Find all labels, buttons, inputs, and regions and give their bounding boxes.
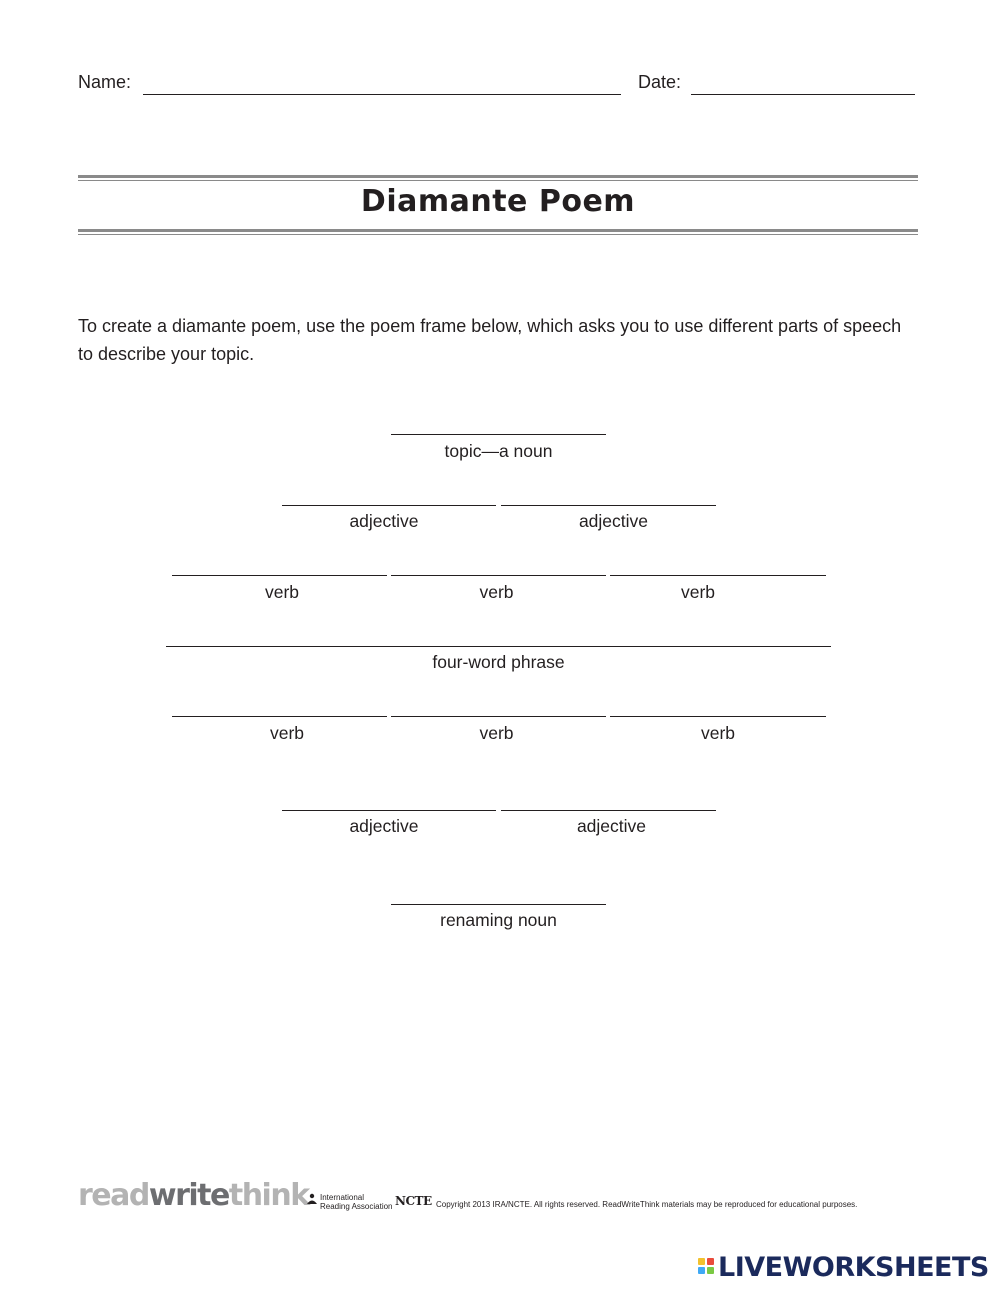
adjective-caption-2: adjective: [578, 511, 649, 531]
verb-caption-2: verb: [479, 582, 514, 602]
page-title: Diamante Poem: [360, 184, 636, 219]
badge-tile-3: [698, 1267, 705, 1274]
renaming-noun-caption: renaming noun: [440, 910, 557, 930]
copyright-notice: Copyright 2013 IRA/NCTE. All rights reserved. ReadWriteThink materials may be reproduced for educational purposes.: [436, 1200, 858, 1209]
verb-blank-1[interactable]: [172, 575, 387, 576]
verb-caption-4: verb: [269, 723, 305, 743]
verb-blank-2[interactable]: [391, 575, 606, 576]
verb-caption-5: verb: [479, 723, 514, 743]
date-label: Date:: [638, 72, 682, 92]
badge-tile-1: [698, 1258, 705, 1265]
badge-tile-4: [707, 1267, 714, 1274]
adjective-blank-1[interactable]: [282, 505, 496, 506]
verb-blank-3[interactable]: [610, 575, 826, 576]
verb-caption-1: verb: [264, 582, 300, 602]
title-rule-top: [78, 175, 918, 181]
phrase-blank[interactable]: [166, 646, 831, 647]
verb-caption-3: verb: [680, 582, 716, 602]
readwritethink-logo: readwritethink: [78, 1178, 309, 1213]
topic-blank[interactable]: [391, 434, 606, 435]
ira-logo-icon: [306, 1193, 318, 1205]
verb-caption-6: verb: [700, 723, 736, 743]
topic-caption: topic—a noun: [444, 441, 553, 461]
liveworksheets-badge: [698, 1258, 716, 1282]
adjective-blank-4[interactable]: [501, 810, 716, 811]
ncte-logo: NCTE: [395, 1194, 432, 1208]
name-field[interactable]: [143, 94, 621, 95]
renaming-noun-blank[interactable]: [391, 904, 606, 905]
badge-tile-2: [707, 1258, 714, 1265]
verb-blank-6[interactable]: [610, 716, 826, 717]
ira-name: International Reading Association: [320, 1193, 393, 1211]
adjective-blank-3[interactable]: [282, 810, 496, 811]
phrase-caption: four-word phrase: [432, 652, 565, 672]
date-field[interactable]: [691, 94, 915, 95]
liveworksheets-watermark: LIVEWORKSHEETS: [718, 1252, 989, 1283]
verb-blank-4[interactable]: [172, 716, 387, 717]
instructions: To create a diamante poem, use the poem frame below, which asks you to use different parts of speech to describe your topic.: [78, 316, 902, 364]
name-label: Name:: [78, 72, 132, 92]
adjective-caption-1: adjective: [349, 511, 419, 531]
adjective-blank-2[interactable]: [501, 505, 716, 506]
verb-blank-5[interactable]: [391, 716, 606, 717]
adjective-caption-4: adjective: [576, 816, 647, 836]
adjective-caption-3: adjective: [349, 816, 419, 836]
title-rule-bottom: [78, 229, 918, 235]
